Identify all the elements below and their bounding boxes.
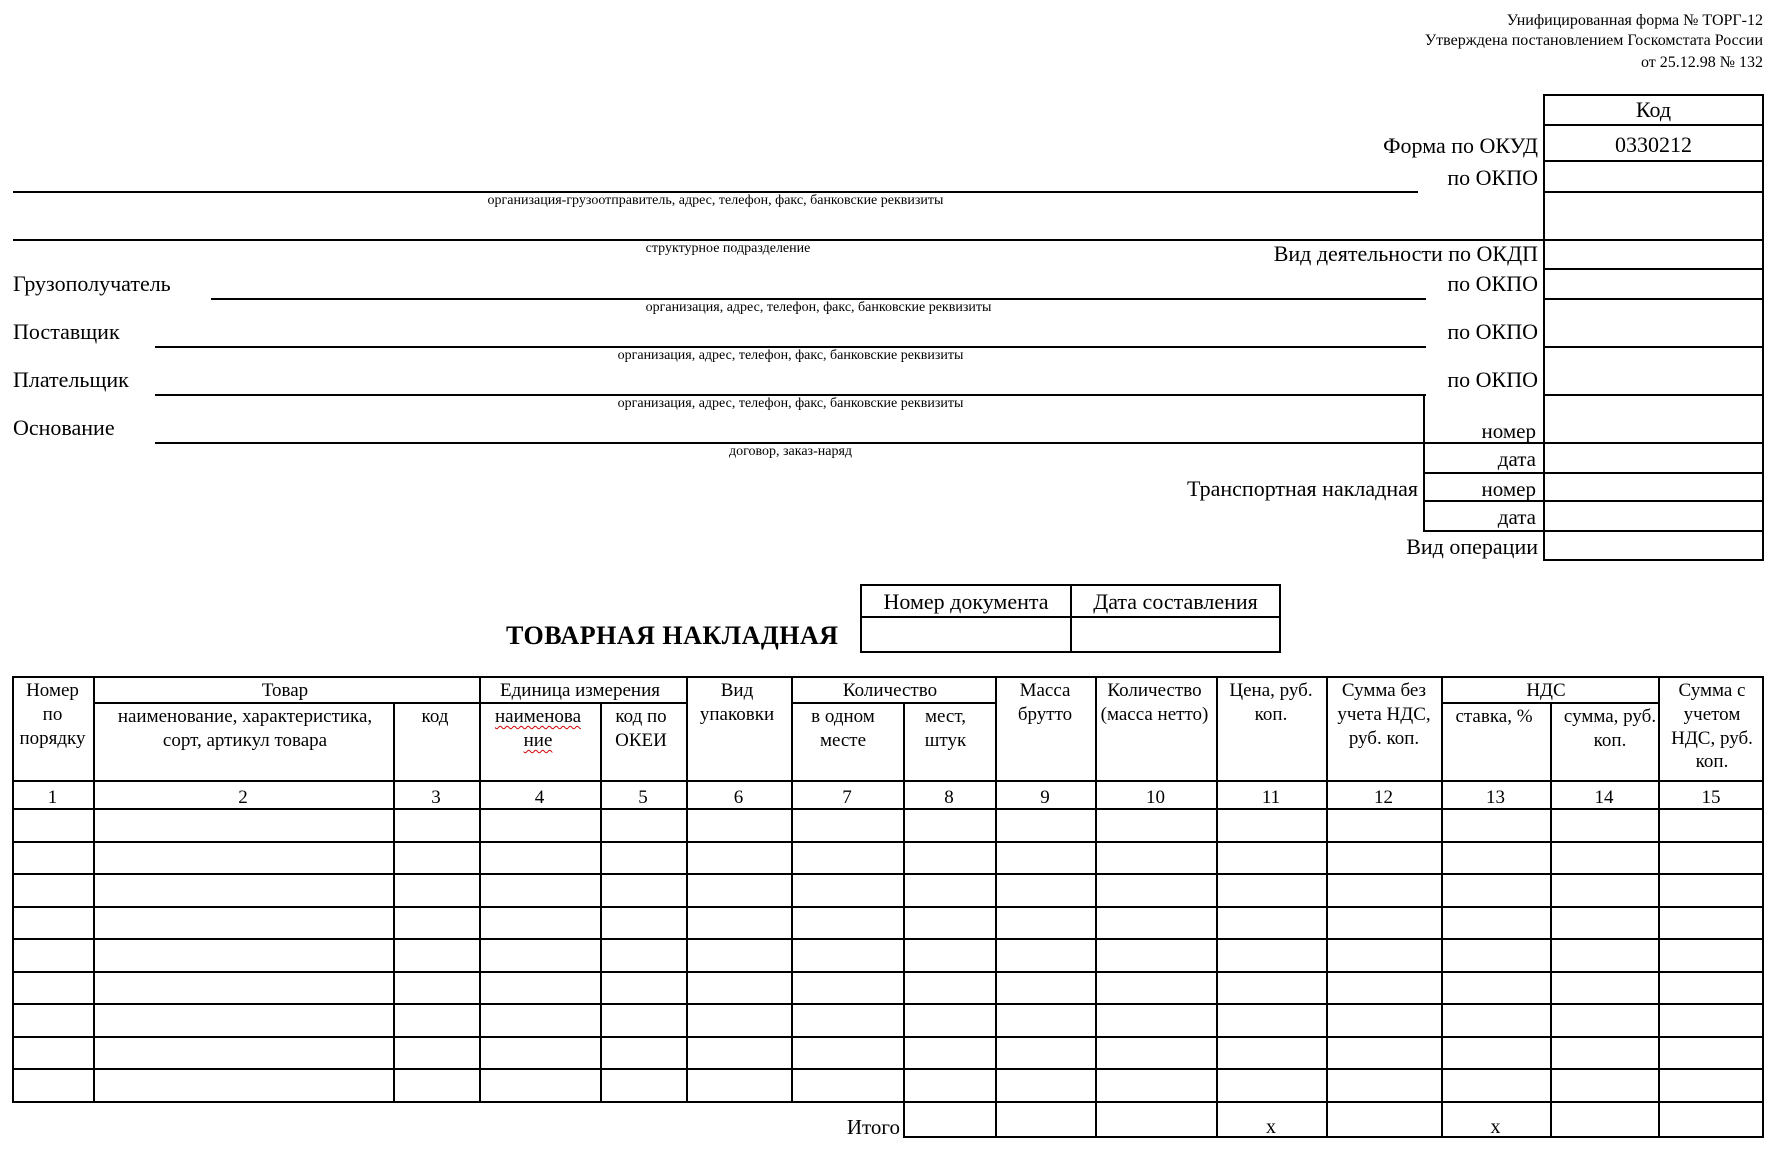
- col-header-price: Цена, руб. коп.: [1229, 680, 1313, 725]
- transport-number-label: номер: [1481, 477, 1536, 501]
- table-cell[interactable]: [1660, 1070, 1764, 1101]
- table-cell[interactable]: [1660, 1005, 1764, 1036]
- table-cell[interactable]: [1218, 1070, 1326, 1101]
- code-header: Код: [1635, 97, 1672, 122]
- table-cell[interactable]: [793, 973, 903, 1004]
- col-header-item-name: [100, 705, 390, 753]
- sender-unit-caption: структурное подразделение: [645, 241, 811, 256]
- table-cell[interactable]: [905, 1038, 995, 1069]
- table-cell[interactable]: [95, 940, 393, 971]
- table-cell[interactable]: [1552, 843, 1658, 874]
- table-cell[interactable]: [1328, 810, 1441, 841]
- table-cell[interactable]: [1218, 940, 1326, 971]
- table-cell[interactable]: [1660, 908, 1764, 939]
- totals-vat-rate-x: x: [1490, 1116, 1501, 1138]
- table-cell[interactable]: [1552, 1038, 1658, 1069]
- col-num-15: 15: [1701, 787, 1721, 808]
- basis-date-label: дата: [1497, 447, 1536, 471]
- transport-date-label: дата: [1497, 505, 1536, 529]
- table-cell[interactable]: [1328, 1070, 1441, 1101]
- table-cell[interactable]: [1660, 843, 1764, 874]
- col-num-6: 6: [733, 787, 744, 808]
- table-cell[interactable]: [1443, 973, 1550, 1004]
- okud-label: Форма по ОКУД: [1383, 133, 1538, 158]
- table-cell[interactable]: [1552, 1070, 1658, 1101]
- col-num-8: 8: [944, 787, 954, 808]
- table-cell[interactable]: [14, 875, 93, 906]
- okud-code-value: 0330212: [1615, 132, 1692, 157]
- table-cell[interactable]: [481, 843, 600, 874]
- table-cell[interactable]: [14, 1038, 93, 1069]
- table-cell[interactable]: [1097, 810, 1216, 841]
- table-cell[interactable]: [1552, 875, 1658, 906]
- table-cell[interactable]: [1552, 1005, 1658, 1036]
- table-cell[interactable]: [1097, 940, 1216, 971]
- col-header-okei-code: код по ОКЕИ: [615, 706, 667, 751]
- table-cell[interactable]: [793, 1038, 903, 1069]
- quantity-group-header: Количество: [842, 680, 938, 701]
- table-cell[interactable]: [1443, 843, 1550, 874]
- payer-okpo-label: по ОКПО: [1447, 367, 1538, 392]
- supplier-label: Поставщик: [13, 319, 120, 344]
- col-header-per-place: в одном месте: [811, 706, 875, 751]
- table-cell[interactable]: [905, 810, 995, 841]
- sender-org-caption: организация-грузоотправитель, адрес, телефон, факс, банковские реквизиты: [487, 193, 944, 208]
- table-cell[interactable]: [95, 810, 393, 841]
- table-cell[interactable]: [1660, 940, 1764, 971]
- table-cell[interactable]: [905, 940, 995, 971]
- table-cell[interactable]: [793, 1070, 903, 1101]
- totals-label: Итого: [846, 1115, 900, 1139]
- col-num-13: 13: [1486, 787, 1505, 808]
- col-num-3: 3: [431, 787, 441, 808]
- table-cell[interactable]: [602, 1005, 686, 1036]
- table-cell[interactable]: [395, 1005, 479, 1036]
- document-title: ТОВАРНАЯ НАКЛАДНАЯ: [506, 621, 839, 650]
- table-cell[interactable]: [1097, 1005, 1216, 1036]
- col-header-row-number-text: Номер по порядку: [19, 680, 86, 749]
- table-cell[interactable]: [793, 908, 903, 939]
- table-cell[interactable]: [602, 908, 686, 939]
- approval-line-2: Утверждена постановлением Госкомстата России: [1424, 32, 1763, 49]
- table-cell[interactable]: [688, 940, 791, 971]
- table-cell[interactable]: [1218, 1038, 1326, 1069]
- table-cell[interactable]: [1218, 908, 1326, 939]
- table-cell[interactable]: [395, 1038, 479, 1069]
- table-cell[interactable]: [688, 1038, 791, 1069]
- basis-label: Основание: [13, 415, 115, 440]
- table-cell[interactable]: [997, 810, 1095, 841]
- table-cell[interactable]: [14, 908, 93, 939]
- table-cell[interactable]: [481, 973, 600, 1004]
- table-cell[interactable]: [95, 1005, 393, 1036]
- col-num-10: 10: [1146, 787, 1165, 808]
- table-cell[interactable]: [905, 1070, 995, 1101]
- col-header-net-quantity: Количество (масса нетто): [1100, 680, 1209, 725]
- basis-caption: договор, заказ-наряд: [728, 444, 853, 459]
- table-cell[interactable]: [688, 875, 791, 906]
- table-cell[interactable]: [481, 908, 600, 939]
- table-cell[interactable]: [1443, 908, 1550, 939]
- table-cell[interactable]: [1660, 973, 1764, 1004]
- item-group-header: Товар: [261, 680, 309, 701]
- table-cell[interactable]: [1443, 1038, 1550, 1069]
- table-cell[interactable]: [1443, 1005, 1550, 1036]
- table-cell[interactable]: [1097, 908, 1216, 939]
- document-date-header: Дата составления: [1093, 589, 1258, 614]
- table-cell[interactable]: [1097, 973, 1216, 1004]
- table-cell[interactable]: [14, 810, 93, 841]
- col-header-package-type: Вид упаковки: [699, 680, 775, 725]
- operation-label: Вид операции: [1406, 534, 1538, 559]
- table-cell[interactable]: [14, 1070, 93, 1101]
- table-cell[interactable]: [481, 810, 600, 841]
- table-cell[interactable]: [905, 908, 995, 939]
- table-cell[interactable]: [481, 875, 600, 906]
- col-header-vat-rate: ставка, %: [1455, 706, 1533, 727]
- table-cell[interactable]: [395, 908, 479, 939]
- table-cell[interactable]: [1097, 875, 1216, 906]
- table-cell[interactable]: [481, 1038, 600, 1069]
- table-cell[interactable]: [997, 843, 1095, 874]
- table-cell[interactable]: [602, 875, 686, 906]
- col-num-14: 14: [1594, 787, 1614, 808]
- table-cell[interactable]: [793, 1005, 903, 1036]
- col-num-4: 4: [534, 787, 545, 808]
- table-cell[interactable]: [905, 843, 995, 874]
- document-number-field[interactable]: [862, 618, 1069, 651]
- col-num-12: 12: [1374, 787, 1393, 808]
- unit-group-header: Единица измерения: [500, 680, 660, 701]
- document-date-field[interactable]: [1072, 618, 1279, 651]
- table-cell[interactable]: [14, 973, 93, 1004]
- table-cell[interactable]: [997, 1005, 1095, 1036]
- table-cell[interactable]: [793, 810, 903, 841]
- col-num-2: 2: [238, 787, 248, 808]
- table-cell[interactable]: [1328, 973, 1441, 1004]
- supplier-caption: организация, адрес, телефон, факс, банковские реквизиты: [617, 348, 964, 363]
- table-cell[interactable]: [905, 973, 995, 1004]
- table-cell[interactable]: [1097, 1038, 1216, 1069]
- col-header-sum-without-vat: Сумма без учета НДС, руб. коп.: [1337, 680, 1431, 749]
- table-cell[interactable]: [95, 908, 393, 939]
- table-cell[interactable]: [602, 1038, 686, 1069]
- col-header-unit-name-text: наименование: [494, 706, 582, 751]
- table-cell[interactable]: [395, 810, 479, 841]
- sender-okpo-label: по ОКПО: [1447, 165, 1538, 190]
- table-cell[interactable]: [14, 940, 93, 971]
- col-num-9: 9: [1040, 787, 1050, 808]
- table-cell[interactable]: [1097, 843, 1216, 874]
- col-header-vat-sum: сумма, руб. коп.: [1563, 706, 1657, 751]
- table-cell[interactable]: [481, 940, 600, 971]
- table-cell[interactable]: [688, 810, 791, 841]
- table-cell[interactable]: [602, 1070, 686, 1101]
- totals-price-x: x: [1266, 1116, 1276, 1138]
- table-cell[interactable]: [793, 875, 903, 906]
- table-cell[interactable]: [997, 1038, 1095, 1069]
- table-cell[interactable]: [688, 1070, 791, 1101]
- col-header-sum-with-vat: Сумма с учетом НДС, руб. коп.: [1671, 680, 1753, 773]
- table-cell[interactable]: [602, 940, 686, 971]
- col-num-7: 7: [842, 787, 852, 808]
- table-cell[interactable]: [1218, 875, 1326, 906]
- code-column: [1543, 94, 1764, 561]
- table-cell[interactable]: [1218, 973, 1326, 1004]
- table-cell[interactable]: [1328, 1038, 1441, 1069]
- table-cell[interactable]: [793, 940, 903, 971]
- table-cell[interactable]: [14, 1005, 93, 1036]
- document-number-header: Номер документа: [883, 589, 1049, 614]
- table-cell[interactable]: [1328, 875, 1441, 906]
- col-header-unit-name: [479, 705, 597, 753]
- table-cell[interactable]: [997, 973, 1095, 1004]
- col-num-5: 5: [638, 787, 648, 808]
- table-cell[interactable]: [395, 940, 479, 971]
- table-cell[interactable]: [688, 973, 791, 1004]
- table-cell[interactable]: [395, 973, 479, 1004]
- table-cell[interactable]: [1443, 810, 1550, 841]
- col-header-item-name-text: наименование, характеристика, сорт, артикул товара: [117, 706, 373, 751]
- col-num-11: 11: [1261, 787, 1281, 808]
- okdp-label: Вид деятельности по ОКДП: [1273, 241, 1538, 266]
- table-cell[interactable]: [602, 843, 686, 874]
- table-cell[interactable]: [997, 940, 1095, 971]
- table-cell[interactable]: [997, 908, 1095, 939]
- payer-caption: организация, адрес, телефон, факс, банковские реквизиты: [617, 396, 964, 411]
- table-cell[interactable]: [602, 810, 686, 841]
- table-cell[interactable]: [95, 843, 393, 874]
- payer-label: Плательщик: [13, 367, 129, 392]
- col-header-item-code: код: [421, 706, 449, 727]
- table-cell[interactable]: [95, 1038, 393, 1069]
- col-header-gross-mass: Масса брутто: [1017, 680, 1073, 725]
- table-cell[interactable]: [395, 843, 479, 874]
- table-cell[interactable]: [1218, 1005, 1326, 1036]
- table-cell[interactable]: [688, 843, 791, 874]
- table-cell[interactable]: [1328, 1005, 1441, 1036]
- transport-waybill-label: Транспортная накладная: [1187, 476, 1418, 501]
- table-cell[interactable]: [1328, 908, 1441, 939]
- table-cell[interactable]: [793, 843, 903, 874]
- col-header-row-number: [14, 679, 91, 750]
- table-cell[interactable]: [997, 875, 1095, 906]
- table-cell[interactable]: [1660, 875, 1764, 906]
- table-cell[interactable]: [14, 843, 93, 874]
- table-cell[interactable]: [1552, 908, 1658, 939]
- table-cell[interactable]: [95, 875, 393, 906]
- totals-row: [903, 1101, 1764, 1138]
- table-cell[interactable]: [1443, 1070, 1550, 1101]
- basis-number-label: номер: [1481, 419, 1536, 443]
- table-cell[interactable]: [1660, 1038, 1764, 1069]
- table-cell[interactable]: [1328, 940, 1441, 971]
- table-cell[interactable]: [997, 1070, 1095, 1101]
- table-cell[interactable]: [1660, 810, 1764, 841]
- consignee-label: Грузополучатель: [13, 271, 171, 296]
- table-cell[interactable]: [395, 1070, 479, 1101]
- table-cell[interactable]: [905, 875, 995, 906]
- table-cell[interactable]: [1552, 810, 1658, 841]
- table-cell[interactable]: [602, 973, 686, 1004]
- table-cell[interactable]: [1097, 1070, 1216, 1101]
- table-cell[interactable]: [1552, 973, 1658, 1004]
- vat-group-header: НДС: [1526, 680, 1566, 701]
- table-cell[interactable]: [95, 973, 393, 1004]
- supplier-okpo-label: по ОКПО: [1447, 319, 1538, 344]
- col-header-places: мест, штук: [924, 706, 967, 751]
- table-cell[interactable]: [1328, 843, 1441, 874]
- table-cell[interactable]: [688, 908, 791, 939]
- table-cell[interactable]: [95, 1070, 393, 1101]
- table-cell[interactable]: [1443, 940, 1550, 971]
- table-cell[interactable]: [1218, 843, 1326, 874]
- approval-line-1: Унифицированная форма № ТОРГ-12: [1506, 12, 1763, 29]
- approval-line-3: от 25.12.98 № 132: [1640, 54, 1763, 71]
- table-cell[interactable]: [395, 875, 479, 906]
- table-cell[interactable]: [905, 1005, 995, 1036]
- table-cell[interactable]: [688, 1005, 791, 1036]
- table-cell[interactable]: [481, 1070, 600, 1101]
- table-cell[interactable]: [1218, 810, 1326, 841]
- table-cell[interactable]: [1443, 875, 1550, 906]
- consignee-caption: организация, адрес, телефон, факс, банковские реквизиты: [645, 300, 992, 315]
- col-num-1: 1: [47, 787, 58, 808]
- consignee-okpo-label: по ОКПО: [1447, 271, 1538, 296]
- table-cell[interactable]: [1552, 940, 1658, 971]
- table-cell[interactable]: [481, 1005, 600, 1036]
